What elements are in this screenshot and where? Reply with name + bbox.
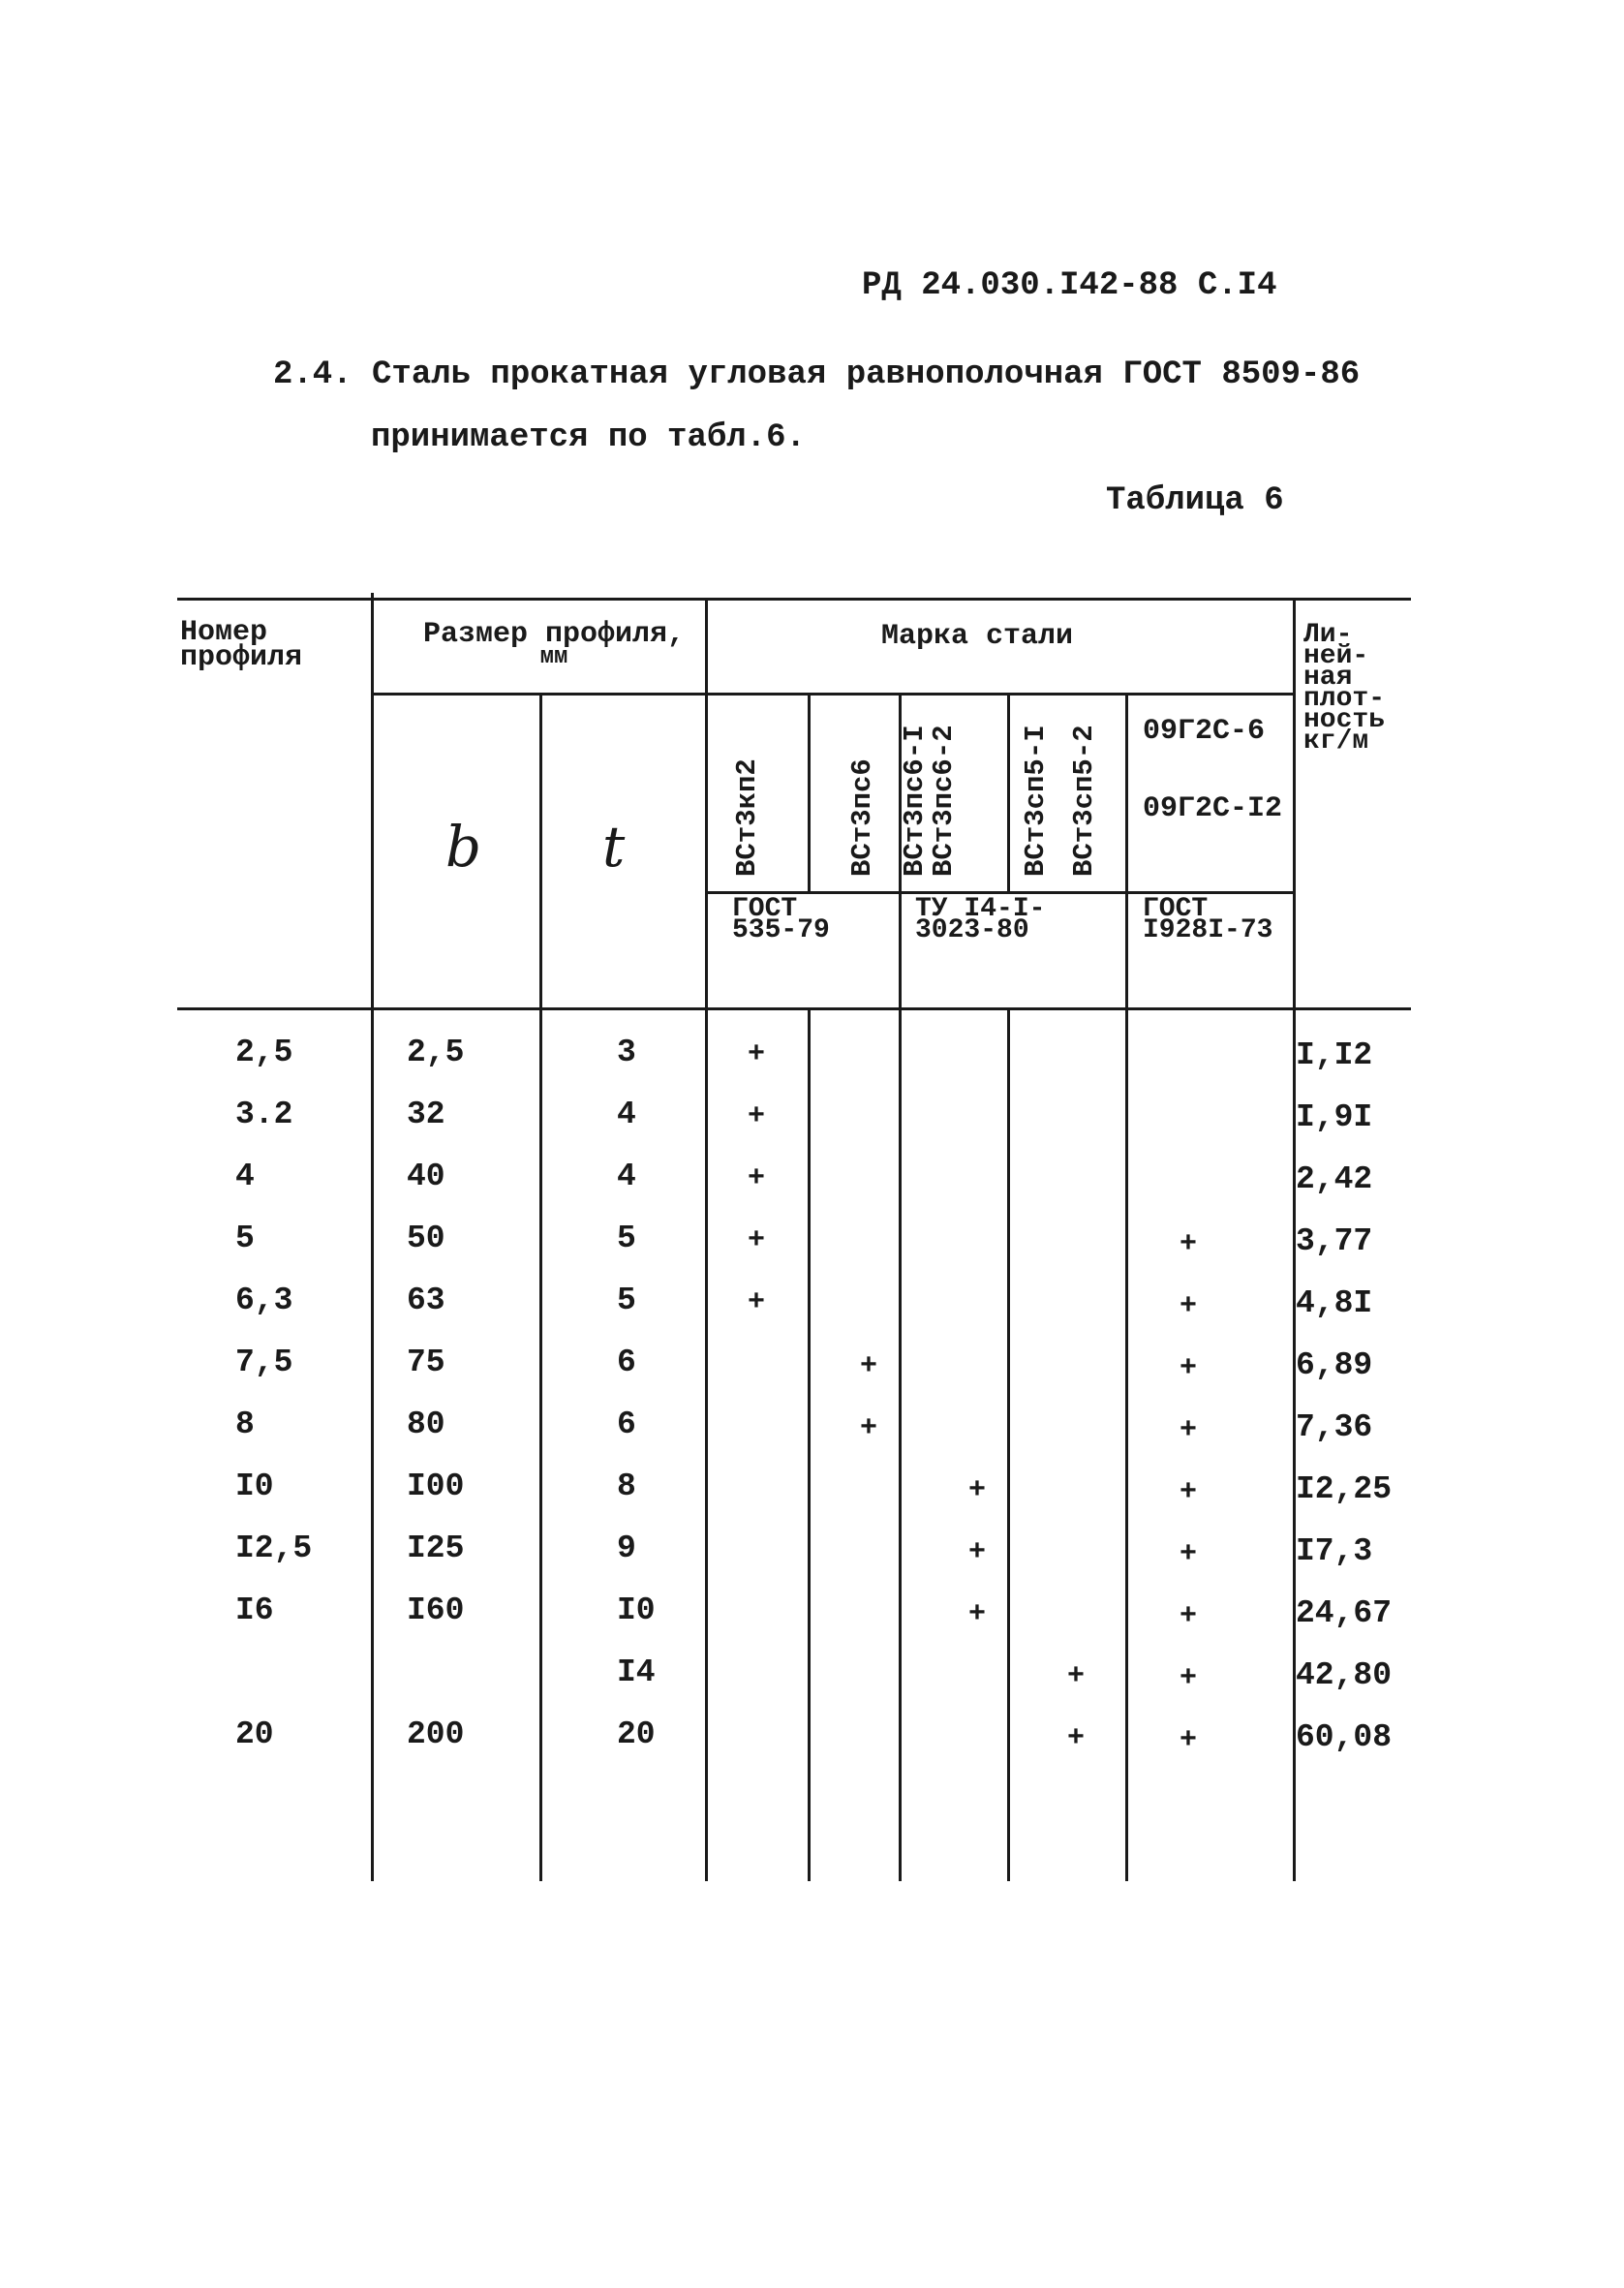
table-label: Таблица 6: [1106, 482, 1284, 519]
row10-num: I6: [235, 1592, 274, 1628]
row1-num: 2,5: [235, 1035, 293, 1070]
row1-b: 2,5: [407, 1035, 465, 1070]
row5-plus-g5: +: [1180, 1290, 1198, 1323]
paragraph-line-1: 2.4. Сталь прокатная угловая равнополочная ГОСТ 8509-86: [273, 356, 1361, 393]
col-sep-6: [1007, 693, 1010, 894]
density-header-line2: ней-: [1303, 641, 1369, 671]
row5-num: 6,3: [235, 1283, 293, 1318]
row2-b: 32: [407, 1097, 445, 1132]
row8-plus-g5: +: [1180, 1476, 1198, 1509]
row7-density: 7,36: [1296, 1409, 1373, 1445]
row4-plus-g5: +: [1180, 1228, 1198, 1261]
density-header-line3: ная: [1303, 663, 1353, 693]
row6-plus-g5: +: [1180, 1352, 1198, 1385]
row2-plus-g1: +: [748, 1100, 766, 1133]
standard-gost-19281-line2: I928I-73: [1143, 915, 1273, 945]
col-sep-1: [371, 593, 374, 1881]
col-sep-7: [1125, 693, 1128, 1881]
col-sep-3: [705, 598, 708, 1881]
row10-plus-g5: +: [1180, 1600, 1198, 1633]
row9-plus-g3: +: [968, 1536, 987, 1569]
row4-num: 5: [235, 1221, 255, 1256]
header-profile-number-line1: Номер: [180, 616, 268, 649]
standard-tu-line2: 3023-80: [915, 915, 1029, 945]
col-sep-4: [808, 693, 811, 894]
row1-density: I,I2: [1296, 1037, 1373, 1073]
grade-vst3sp5-2: ВСт3сп5-2: [1068, 725, 1100, 877]
row3-plus-g1: +: [748, 1162, 766, 1195]
row7-b: 80: [407, 1407, 445, 1442]
header-steel-grade: Марка стали: [881, 620, 1074, 653]
row8-density: I2,25: [1296, 1471, 1393, 1507]
row11-density: 42,80: [1296, 1657, 1393, 1693]
document-reference: РД 24.030.I42-88 С.I4: [862, 267, 1277, 304]
row6-b: 75: [407, 1345, 445, 1380]
header-linear-density: [1303, 620, 1386, 757]
col-sep-2: [539, 693, 542, 1881]
row4-density: 3,77: [1296, 1223, 1373, 1259]
size-subheader-rule: [371, 693, 705, 696]
row3-num: 4: [235, 1159, 255, 1194]
row3-density: 2,42: [1296, 1161, 1373, 1197]
standard-gost-535-line1: ГОСТ: [732, 894, 798, 924]
density-header-line1: Ли-: [1303, 620, 1353, 650]
row3-t: 4: [617, 1159, 636, 1194]
density-header-line6: кг/м: [1303, 727, 1369, 757]
row7-t: 6: [617, 1407, 636, 1442]
row4-b: 50: [407, 1221, 445, 1256]
row8-plus-g3: +: [968, 1474, 987, 1507]
row8-num: I0: [235, 1469, 274, 1504]
row10-plus-g3: +: [968, 1598, 987, 1631]
row9-num: I2,5: [235, 1530, 313, 1566]
header-profile-size-line1: Размер профиля,: [422, 618, 686, 651]
grade-09g2s-12: 09Г2С-I2: [1143, 792, 1283, 825]
row2-t: 4: [617, 1097, 636, 1132]
row5-t: 5: [617, 1283, 636, 1318]
density-header-line4: плот-: [1303, 684, 1386, 714]
grade-vst3kp2: ВСт3кп2: [731, 758, 763, 877]
col-sep-4-lower: [808, 1007, 811, 1881]
header-profile-number: [180, 618, 302, 672]
header-t-symbol: t: [602, 814, 626, 880]
standard-gost-535: [732, 894, 830, 945]
row12-num: 20: [235, 1716, 274, 1752]
header-profile-number-line2: профиля: [180, 641, 303, 674]
grade-subheader-rule: [705, 693, 1293, 696]
row11-plus-g5: +: [1180, 1662, 1198, 1695]
row6-density: 6,89: [1296, 1347, 1373, 1383]
row9-density: I7,3: [1296, 1533, 1373, 1569]
row7-plus-g5: +: [1180, 1414, 1198, 1447]
row12-b: 200: [407, 1716, 465, 1752]
standard-tu-14-1: [915, 894, 1046, 945]
row12-density: 60,08: [1296, 1719, 1393, 1755]
row10-b: I60: [407, 1592, 465, 1628]
grade-vst3sp5-1: ВСт3сп5-I: [1020, 725, 1052, 877]
row10-density: 24,67: [1296, 1595, 1393, 1631]
density-header-line5: ность: [1303, 705, 1386, 735]
grade-vst3ps6-2: ВСт3пс6-2: [928, 725, 960, 877]
row8-b: I00: [407, 1469, 465, 1504]
row1-plus-g1: +: [748, 1038, 766, 1071]
row11-plus-g4: +: [1067, 1660, 1086, 1693]
col-sep-6-lower: [1007, 1007, 1010, 1881]
row10-t: I0: [617, 1592, 656, 1628]
standard-gost-19281-line1: ГОСТ: [1143, 894, 1209, 924]
row6-t: 6: [617, 1345, 636, 1380]
row2-density: I,9I: [1296, 1099, 1373, 1135]
header-bottom-rule: [177, 1007, 1411, 1010]
standard-gost-535-line2: 535-79: [732, 915, 830, 945]
row8-t: 8: [617, 1469, 636, 1504]
standard-tu-line1: ТУ I4-I-: [915, 894, 1046, 924]
row12-t: 20: [617, 1716, 656, 1752]
row12-plus-g4: +: [1067, 1722, 1086, 1755]
row11-t: I4: [617, 1654, 656, 1690]
header-profile-size: [409, 620, 699, 672]
row1-t: 3: [617, 1035, 636, 1070]
row2-num: 3.2: [235, 1097, 293, 1132]
row4-t: 5: [617, 1221, 636, 1256]
row9-plus-g5: +: [1180, 1538, 1198, 1571]
row6-plus-g2: +: [860, 1350, 878, 1383]
row9-t: 9: [617, 1530, 636, 1566]
paragraph-line-2: принимается по табл.6.: [371, 419, 806, 456]
header-profile-size-unit: мм: [539, 644, 568, 670]
row12-plus-g5: +: [1180, 1724, 1198, 1757]
row7-num: 8: [235, 1407, 255, 1442]
row5-b: 63: [407, 1283, 445, 1318]
table-top-rule: [177, 598, 1411, 601]
grade-vst3ps6: ВСт3пс6: [846, 758, 878, 877]
header-b-symbol: b: [445, 814, 482, 880]
row5-density: 4,8I: [1296, 1285, 1373, 1321]
row3-b: 40: [407, 1159, 445, 1194]
row9-b: I25: [407, 1530, 465, 1566]
row5-plus-g1: +: [748, 1286, 766, 1319]
row4-plus-g1: +: [748, 1224, 766, 1257]
row6-num: 7,5: [235, 1345, 293, 1380]
standard-gost-19281: [1143, 894, 1273, 945]
row7-plus-g2: +: [860, 1412, 878, 1445]
grade-09g2s-6: 09Г2С-6: [1143, 715, 1266, 748]
grade-vst3ps6-1: ВСт3пс6-I: [899, 725, 931, 877]
